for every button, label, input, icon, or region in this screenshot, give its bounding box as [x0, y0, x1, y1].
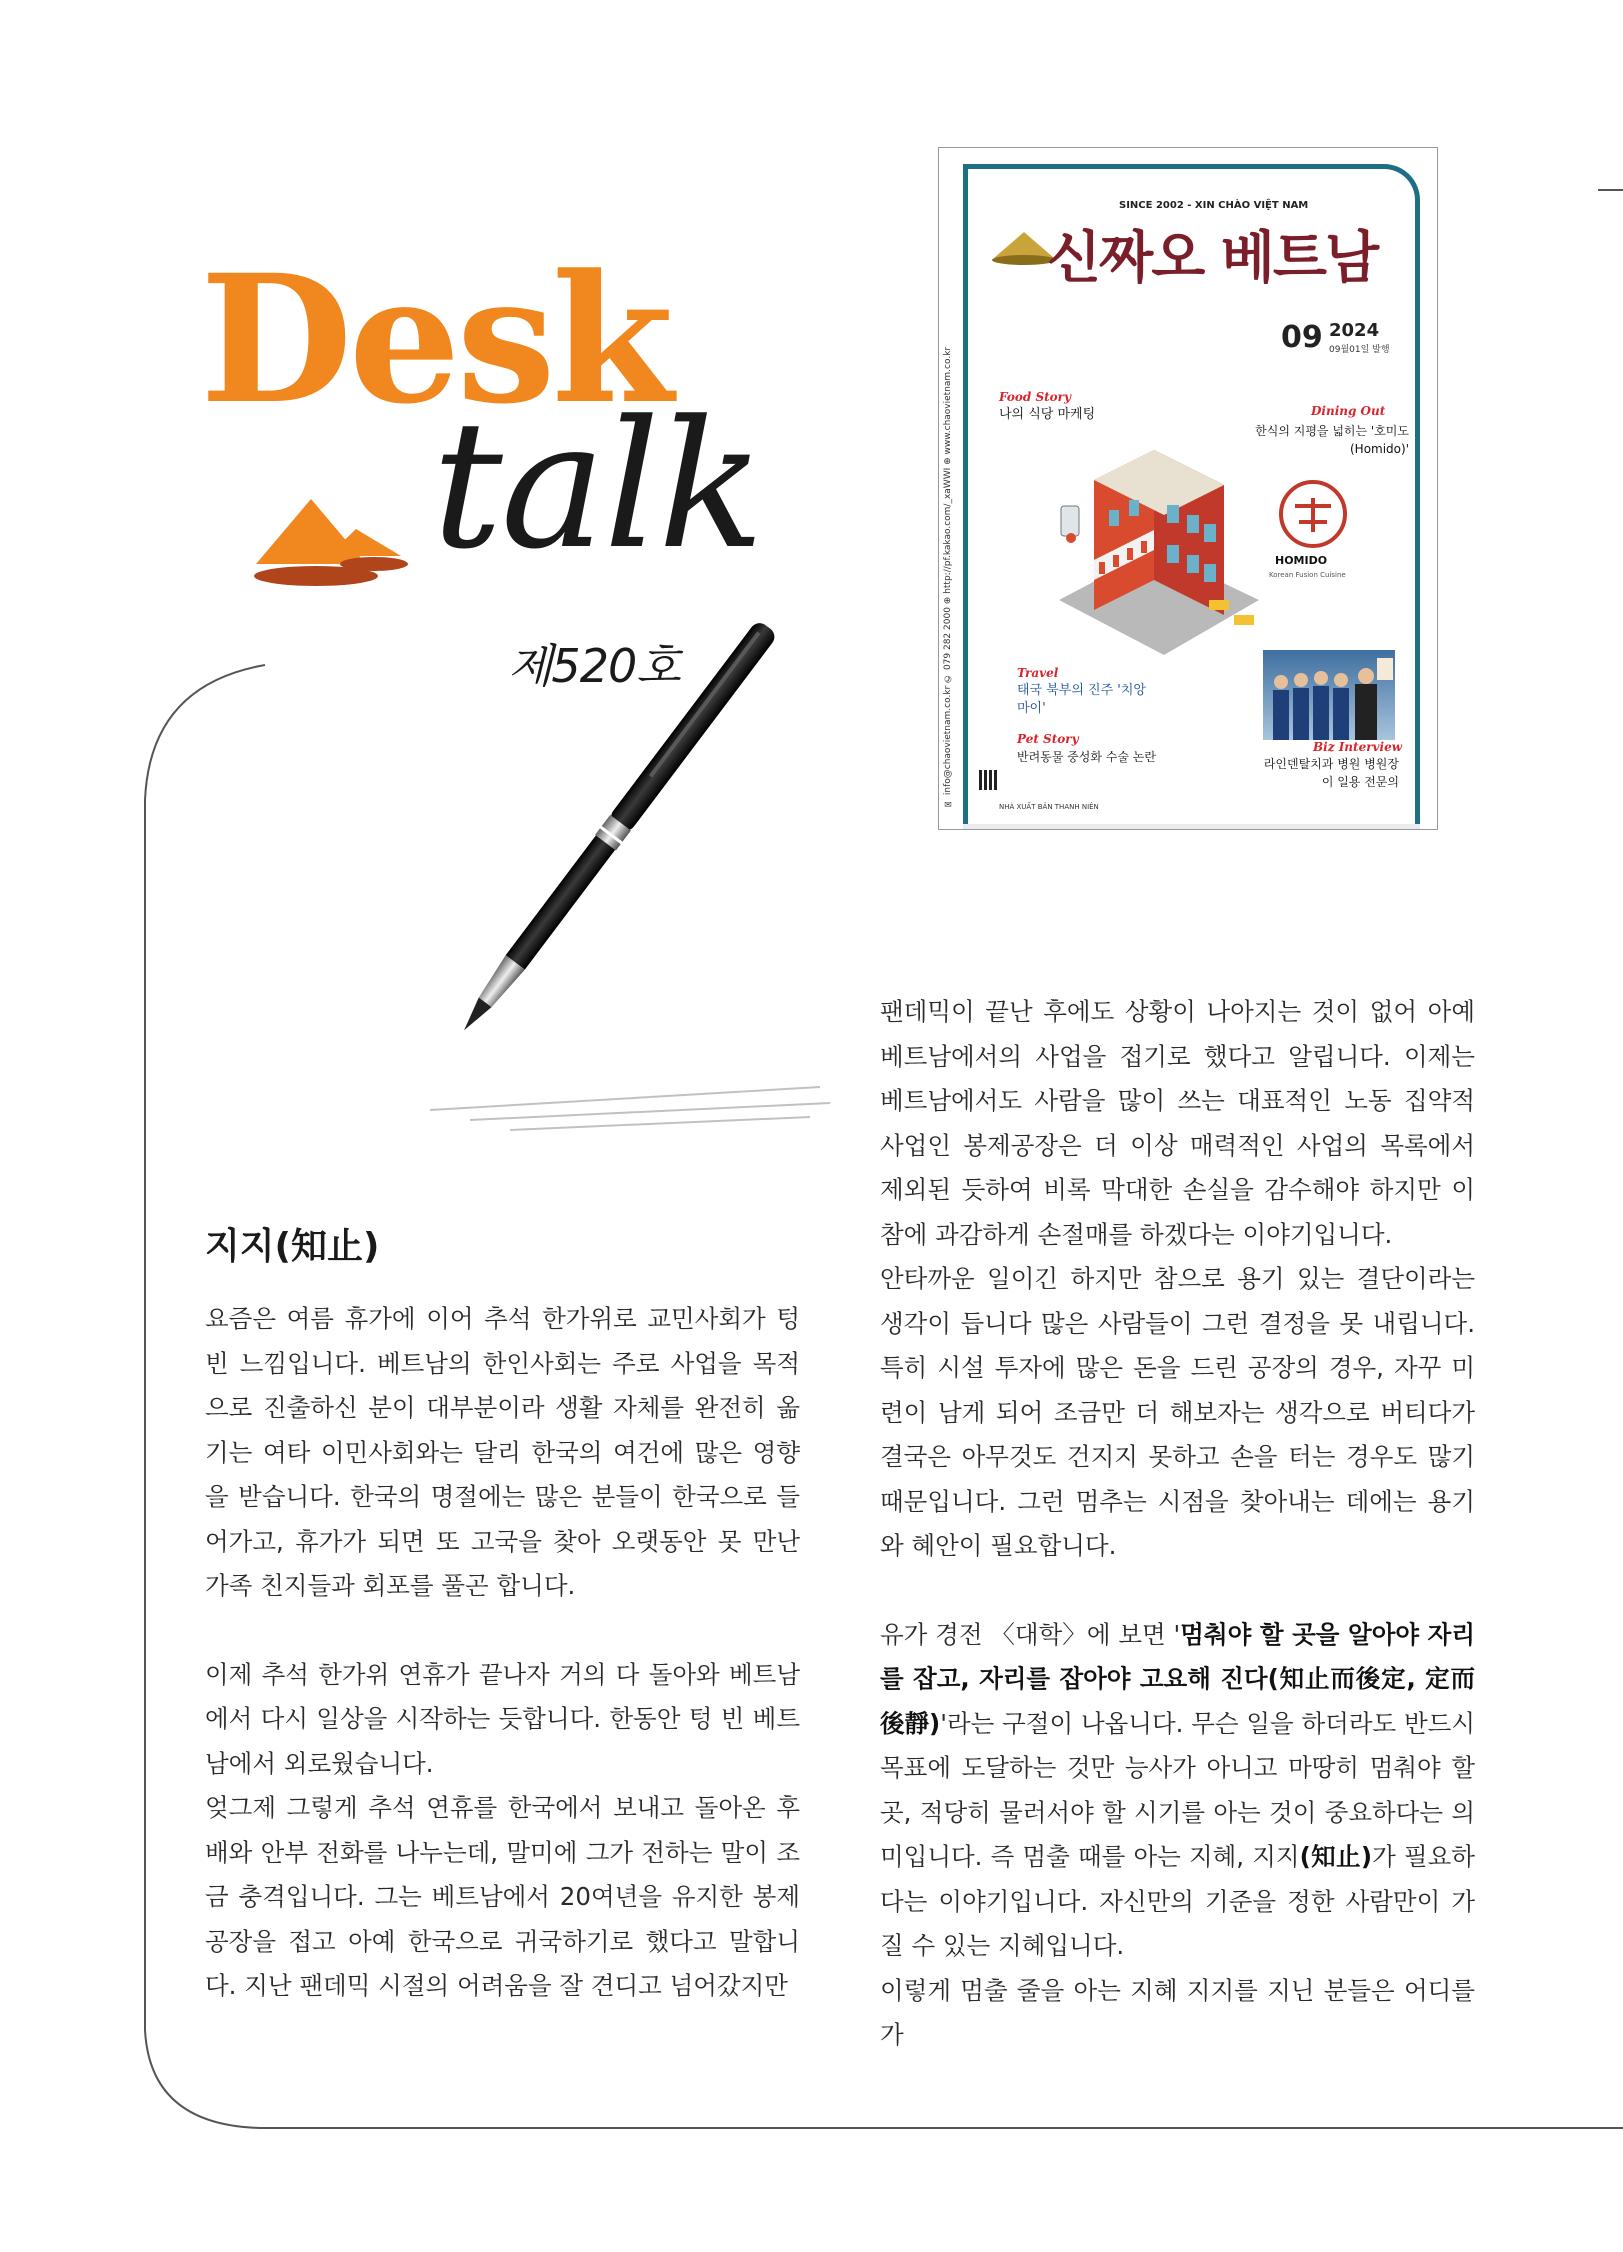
quote-intro: 유가 경전 〈대학〉에 보면 ' [880, 1619, 1181, 1649]
cover-section-tag: Food Story [999, 390, 1071, 404]
paragraph: 안타까운 일이긴 하지만 참으로 용기 있는 결단이라는 생각이 듭니다 많은 사람들이 그런 결정을 못 내립니다. 특히 시설 투자에 많은 돈을 드린 공장의 경우, 자꾸 미련이 남게 되어 조금만 더 해보자는 생각으로 버티다가 결국은 아무것도 건지지 못하고 손을 터는 경우도 많기 때문입니다. 그런 멈추는 시점을 찾아내는 데에는 용기와 혜안이 필요합니다. [880, 1264, 1475, 1560]
cover-section-tag: Biz Interview [1313, 740, 1403, 754]
quote-rest: '라는 구절이 나옵니다. 무슨 일을 하더라도 반드시 목표에 도달하는 것만 능사가 아니고 마땅히 멈춰야 할 곳, 적당히 물러서야 할 시기를 아는 것이 중요하다는 의미입니다. 즉 멈출 때를 아는 지혜, 지지 [880, 1708, 1475, 1871]
cover-section-title: 반려동물 중성화 수술 논란 [1017, 750, 1156, 764]
quote-term: (知止) [1299, 1842, 1373, 1871]
article-heading: 지지(知止) [205, 1226, 380, 1267]
paragraph: 이렇게 멈출 줄을 아는 지혜 지지를 지닌 분들은 어디를 가 [880, 1975, 1475, 2049]
issue-number: 제520호 [508, 639, 680, 693]
cover-section-tag: Travel [1017, 666, 1059, 680]
paragraph: 엊그제 그렇게 추석 연휴를 한국에서 보내고 돌아온 후배와 안부 전화를 나누는데, 말미에 그가 전하는 말이 조금 충격입니다. 그는 베트남에서 20여년을 유지한 봉제공장을 접고 아예 한국으로 귀국하기로 했다고 말합니다. 지난 팬데믹 시절의 어려움을 잘 견디고 넘어갔지만 [205, 1793, 800, 2000]
cover-section-tag: Dining Out [1311, 404, 1386, 418]
logo-talk-word: talk [432, 383, 763, 588]
cover-published: 09월01일 발행 [1329, 345, 1390, 355]
pen-illustration [360, 615, 840, 1135]
homido-logo [1275, 476, 1351, 552]
paragraph: 이제 추석 한가위 연휴가 끝나자 거의 다 돌아와 베트남에서 다시 일상을 시작하는 듯합니다. 한동안 텅 빈 베트남에서 외로웠습니다. [205, 1659, 800, 1778]
paragraph: 팬데믹이 끝난 후에도 상황이 나아지는 것이 없어 아예 베트남에서의 사업을 접기로 했다고 알립니다. 이제는 베트남에서도 사람을 많이 쓰는 대표적인 노동 집약적 사업인 봉제공장은 더 이상 매력적인 사업의 목록에서 제외된 듯하여 비록 막대한 손실을 감수해야 하지만 이참에 과감하게 손절매를 하겠다는 이야기입니다. [880, 997, 1475, 1249]
article-right-column [880, 990, 1475, 2058]
cover-issue-month: 09 [1281, 320, 1323, 355]
cover-publisher: NHÀ XUẤT BẢN THANH NIÊN [999, 803, 1099, 811]
article-left-column [205, 1297, 800, 2009]
cover-since: SINCE 2002 - XIN CHÀO VIỆT NAM [1119, 200, 1309, 211]
cover-issue-year: 2024 [1329, 320, 1380, 341]
cover-section-tag: Pet Story [1017, 732, 1079, 746]
doctors-figure-icon [1263, 650, 1395, 740]
logo-desk-word: Desk [200, 236, 670, 443]
quote-end: 가 필요하다는 이야기입니다. 자신만의 기준을 정한 사람만이 가질 수 있는 지혜입니다. [880, 1842, 1475, 1960]
cover-title: 신짜오 베트남 [1047, 226, 1378, 291]
quote-paragraph [880, 1613, 1475, 1969]
quote-bold: 멈춰야 할 곳을 알아야 자리를 잡고, 자리를 잡아야 고요해 진다(知止而後定, 定而後靜) [880, 1619, 1475, 1738]
cover-section-title: 태국 북부의 진주 '치앙마이' [1017, 683, 1146, 716]
pyramid-icon [236, 484, 416, 594]
paragraph: 요즘은 여름 휴가에 이어 추석 한가위로 교민사회가 텅 빈 느낌입니다. 베트남의 한인사회는 주로 사업을 목적으로 진출하신 분이 대부분이라 생활 자체를 완전히 옮기는 여타 이민사회와는 달리 한국의 여건에 많은 영향을 받습니다. 한국의 명절에는 많은 분들이 한국으로 들어가고, 휴가가 되면 또 고국을 찾아 오랫동안 못 만난 가족 친지들과 회포를 풀곤 합니다. [205, 1304, 800, 1600]
restaurant-illustration [1039, 410, 1269, 670]
homido-brand: HOMIDO [1275, 554, 1328, 567]
qr-code-icon [979, 770, 999, 790]
cover-contact-info: ✉ info@chaovietnam.co.kr ✆ 079 282 2000 ⊕ http://pf.kakao.com/_xaWWI ⊕ www.chaovietnam.co.kr [943, 346, 953, 808]
cover-section-title: 라인덴탈치과 병원 병원장 이 일용 전문의 [1263, 757, 1399, 789]
cover-section-title: 나의 식당 마케팅 [999, 407, 1096, 422]
homido-subtitle: Korean Fusion Cuisine [1269, 571, 1346, 579]
cover-section-title: 한식의 지평을 넓히는 '호미도(Homido)' [1255, 424, 1409, 456]
interview-photo [1263, 650, 1395, 740]
magazine-cover [938, 147, 1438, 830]
